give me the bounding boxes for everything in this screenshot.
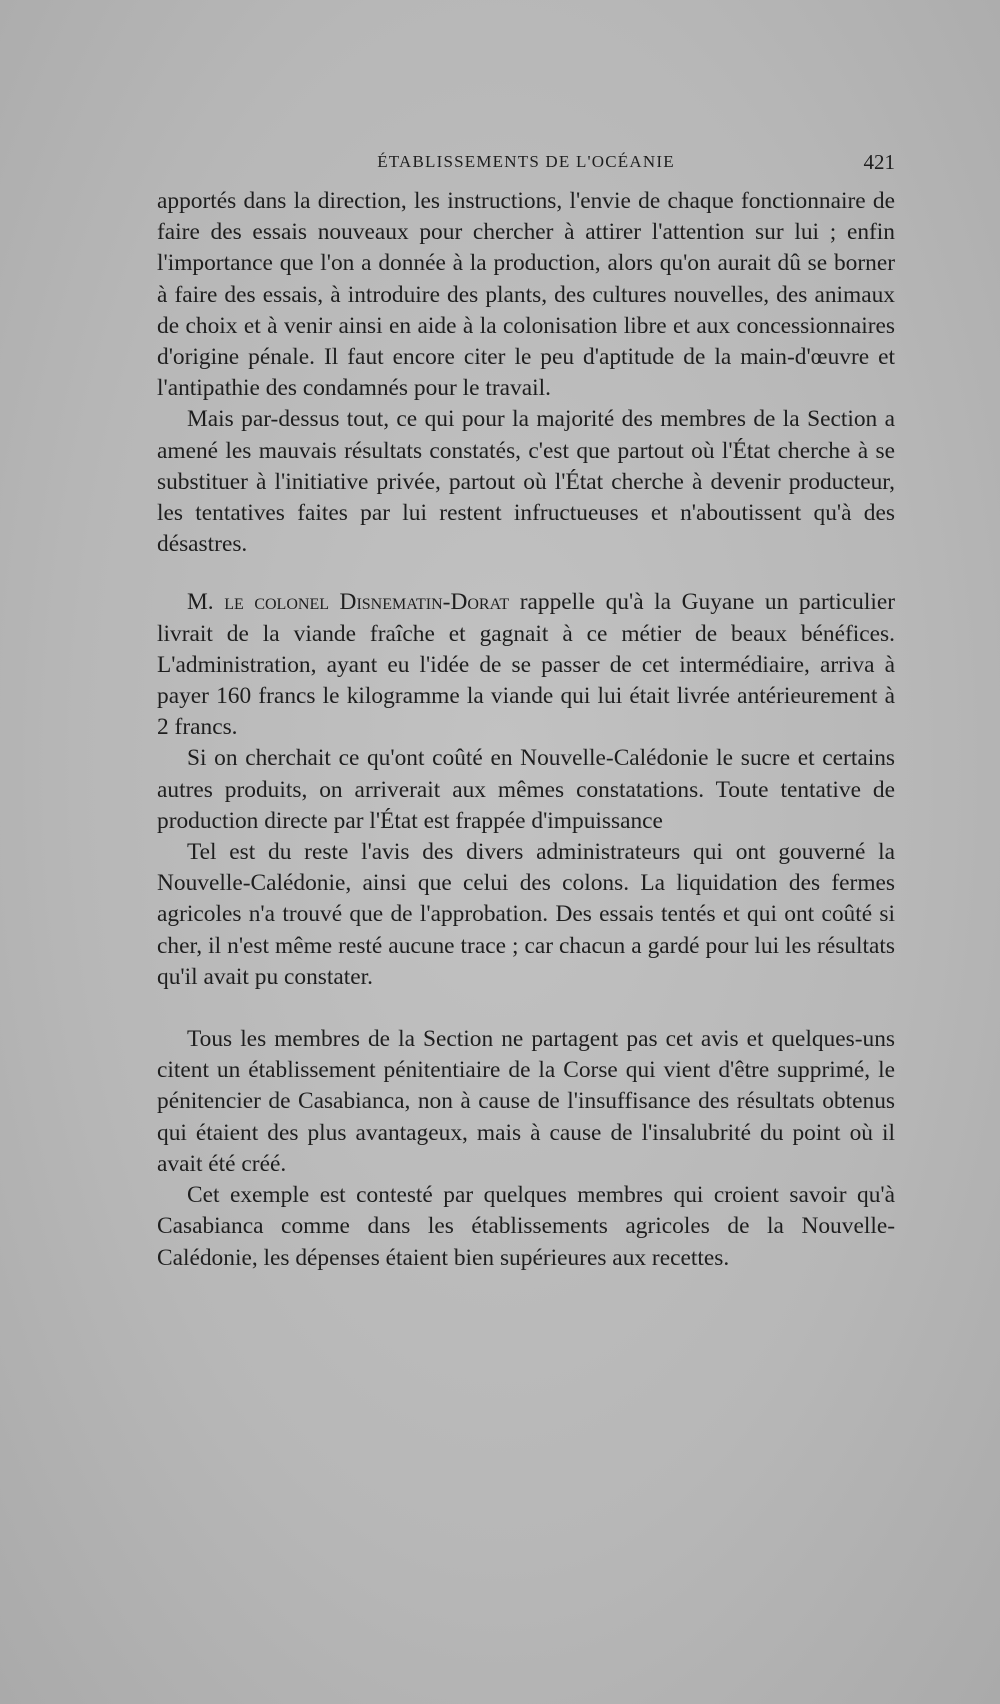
- body-text: [157, 186, 895, 1274]
- speaker-name: M. le colonel Disnematin-Dorat: [187, 589, 510, 616]
- paragraph-3: [157, 587, 895, 743]
- paragraph-4: Si on cherchait ce qu'ont coûté en Nouvelle-Calédonie le sucre et certains autres produits, on arriverait aux mêmes constatations. Toute tentative de production directe par l'État est frappée d'impuissance: [157, 745, 895, 834]
- section-gap: [157, 993, 895, 1024]
- paragraph-6: Tous les membres de la Section ne partagent pas cet avis et quelques-uns citent un établissement pénitentiaire de la Corse qui vient d'être supprimé, le pénitencier de Casabianca, non à cause de l'insuffisance des résultats obtenus qui étaient des plus avantageux, mais à cause de l'insalubrité du point où il avait été créé.: [157, 1026, 895, 1177]
- paragraph-7: Cet exemple est contesté par quelques membres qui croient savoir qu'à Casabianca comme dans les établissements agricoles de la Nouvelle-Calédonie, les dépenses étaient bien supérieures aux recettes.: [157, 1182, 895, 1271]
- paragraph-1: apportés dans la direction, les instructions, l'envie de chaque fonctionnaire de faire des essais nouveaux pour chercher à attirer l'attention sur lui ; enfin l'importance que l'on a donnée à la production, alors qu'on aurait dû se borner à faire des essais, à introduire des plants, des cultures nouvelles, des animaux de choix et à venir ainsi en aide à la colonisation libre et aux concessionnaires d'origine pénale. Il faut encore citer le peu d'aptitude de la main-d'œuvre et l'antipathie des condamnés pour le travail.: [157, 188, 895, 402]
- paragraph-2: Mais par-dessus tout, ce qui pour la majorité des membres de la Section a amené les mauvais résultats constatés, c'est que partout où l'État cherche à se substituer à l'initiative privée, partout où l'État cherche à devenir producteur, les tentatives faites par lui restent infructueuses et n'aboutissent qu'à des désastres.: [157, 406, 895, 558]
- page-number: 421: [863, 150, 895, 174]
- paragraph-3-text: rappelle qu'à la Guyane un particulier livrait de la viande fraîche et gagnait à ce métier de beaux bénéfices. L'administration, ayant eu l'idée de se passer de cet intermédiaire, arriva à payer 160 francs le kilogramme la viande qui lui était livrée antérieurement à 2 francs.: [157, 589, 895, 741]
- running-head: [157, 150, 895, 176]
- section-gap: [157, 560, 895, 587]
- paragraph-5: Tel est du reste l'avis des divers administrateurs qui ont gouverné la Nouvelle-Calédonie, ainsi que celui des colons. La liquidation des fermes agricoles n'a trouvé que de l'approbation. Des essais tentés et qui ont coûté si cher, il n'est même resté aucune trace ; car chacun a gardé pour lui les résultats qu'il avait pu constater.: [157, 839, 895, 990]
- running-title: ÉTABLISSEMENTS DE L'OCÉANIE: [377, 152, 675, 171]
